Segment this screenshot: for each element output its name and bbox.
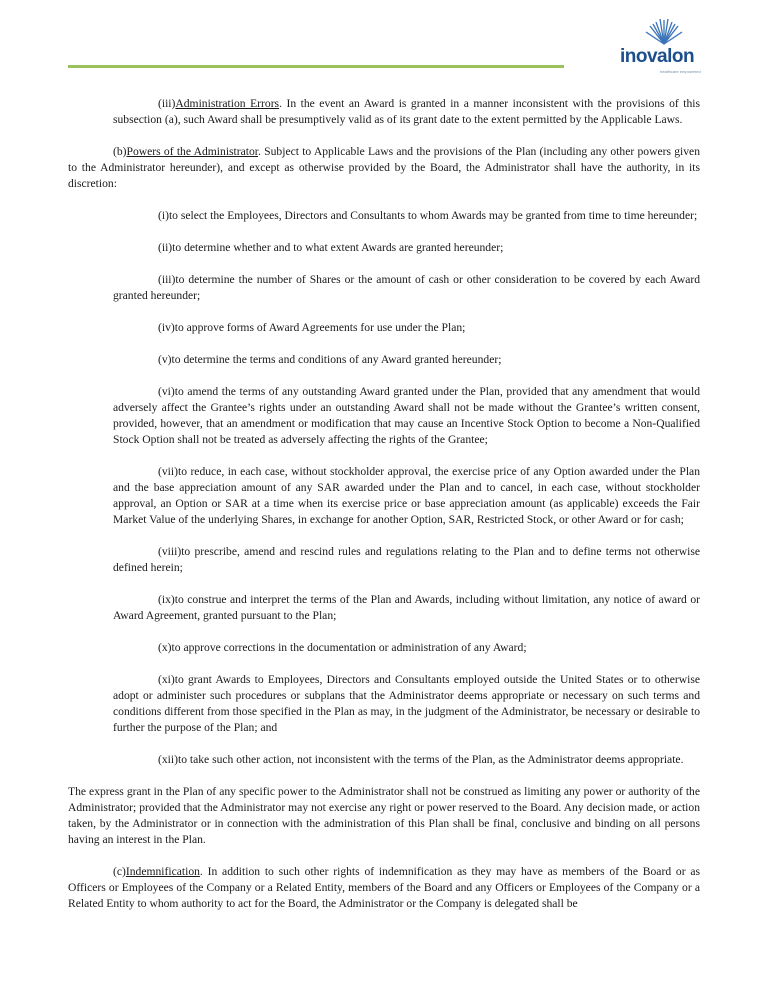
paragraph-b-i: (i)to select the Employees, Directors and Consultants to whom Awards may be granted from time to time hereunder;: [158, 209, 698, 222]
item-number: (b): [113, 145, 127, 158]
section-heading: Indemnification: [125, 865, 200, 878]
item-number: (ix): [158, 593, 175, 606]
item-number: (iv): [158, 321, 175, 334]
item-number: (vii): [158, 465, 178, 478]
paragraph-b-iv: (iv)to approve forms of Award Agreements for use under the Plan;: [158, 321, 466, 334]
paragraph-b-viii: (viii)to prescribe, amend and rescind rules and regulations relating to the Plan and to define terms not otherwise defined herein;: [113, 545, 700, 574]
paragraph-b-vi: (vi)to amend the terms of any outstanding Award granted under the Plan, provided that any amendment that would adversely affect the Grantee’s rights under an outstanding Award shall not be made without the Grantee’s written consent, provided, however, that an amendment or modification that may cause an Incentive Stock Option to become a Non-Qualified Stock Option shall not be treated as adversely affecting the rights of the Grantee;: [113, 385, 700, 446]
paragraph-b-iii: (iii)to determine the number of Shares or the amount of cash or other consideration to be covered by each Award granted hereunder;: [113, 273, 700, 302]
item-number: (xii): [158, 753, 178, 766]
paragraph-b-xi: (xi)to grant Awards to Employees, Directors and Consultants employed outside the United States or to otherwise adopt or administer such procedures or subplans that the Administrator deems appropriate or necessary on such terms and conditions different from those specified in the Plan as may, in the judgment of the Administrator, be necessary or desirable to further the purpose of the Plan; and: [113, 673, 700, 734]
paragraph-b-ii: (ii)to determine whether and to what extent Awards are granted hereunder;: [158, 241, 504, 254]
paragraph-b-ix: (ix)to construe and interpret the terms of the Plan and Awards, including without limitation, any notice of award or Award Agreement, granted pursuant to the Plan;: [113, 593, 700, 622]
document-body: [68, 96, 700, 928]
item-number: (iii): [158, 97, 176, 110]
item-number: (vi): [158, 385, 175, 398]
paragraph-b-x: (x)to approve corrections in the documentation or administration of any Award;: [158, 641, 527, 654]
paragraph-b-xii: (xii)to take such other action, not inconsistent with the terms of the Plan, as the Administrator deems appropriate.: [158, 753, 684, 766]
item-number: (xi): [158, 673, 175, 686]
item-number: (i): [158, 209, 169, 222]
paragraph-express-grant: The express grant in the Plan of any specific power to the Administrator shall not be construed as limiting any power or authority of the Administrator; provided that the Administrator may not exercise any right or power reserved to the Board. Any decision made, or action taken, by the Administrator or in connection with the administration of this Plan shall be final, conclusive and binding on all persons having an interest in the Plan.: [68, 785, 700, 846]
paragraph-b-vii: (vii)to reduce, in each case, without stockholder approval, the exercise price of any Option awarded under the Plan and the base appreciation amount of any SAR awarded under the Plan and to cancel, in each case, without stockholder approval, an Option or SAR at a time when its exercise price or base appreciation amount (as applicable) exceeds the Fair Market Value of the underlying Shares, in exchange for another Option, SAR, Restricted Stock, or other Award or for cash;: [113, 465, 700, 526]
item-number: (ii): [158, 241, 173, 254]
item-number: (c): [113, 865, 126, 878]
logo-tagline: healthcare empowered: [660, 69, 701, 74]
paragraph-c: (c)Indemnification. In addition to such other rights of indemnification as they may have as members of the Board or as Officers or Employees of the Company or a Related Entity, members of the Board and any Officers or Employees of the Company or a Related Entity to whom authority to act for the Board, the Administrator or the Company is delegated shall be: [68, 865, 700, 910]
item-number: (viii): [158, 545, 182, 558]
paragraph-b: (b)Powers of the Administrator. Subject to Applicable Laws and the provisions of the Plan (including any other powers given to the Administrator hereunder), and except as otherwise provided by the Board, the Administrator shall have the authority, in its discretion:: [68, 145, 700, 190]
section-heading: Powers of the Administrator: [126, 145, 259, 158]
header-rule: [68, 65, 564, 68]
inovalon-logo: [620, 14, 710, 76]
item-number: (v): [158, 353, 172, 366]
paragraph-a-iii: (iii)Administration Errors. In the event an Award is granted in a manner inconsistent with the provisions of this subsection (a), such Award shall be presumptively valid as of its grant date to the extent permitted by the Applicable Laws.: [113, 97, 701, 126]
paragraph-b-v: (v)to determine the terms and conditions of any Award granted hereunder;: [158, 353, 502, 366]
item-number: (x): [158, 641, 172, 654]
item-number: (iii): [158, 273, 176, 286]
section-heading: Administration Errors: [175, 97, 280, 110]
logo-swirl-icon: [642, 14, 686, 46]
logo-wordmark: inovalon: [620, 46, 695, 67]
